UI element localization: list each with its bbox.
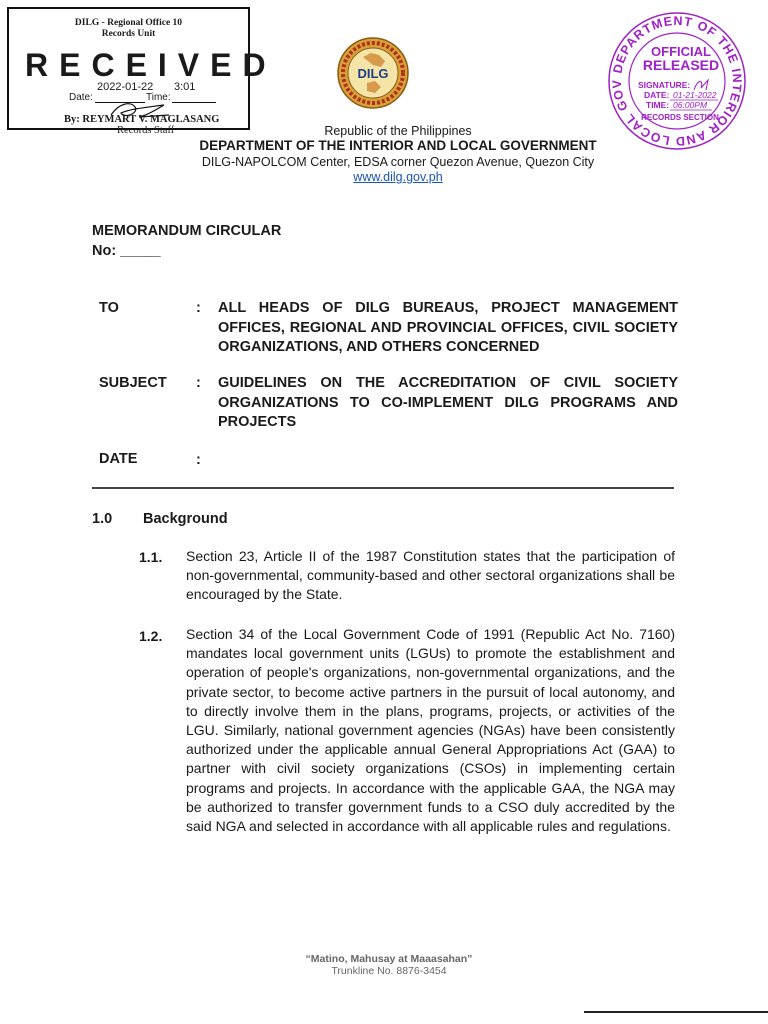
released-official: OFFICIAL [651,44,711,59]
subject-colon: : [196,375,201,391]
date-colon: : [196,452,201,468]
to-label: TO [99,300,119,316]
header-republic: Republic of the Philippines [324,124,472,138]
to-colon: : [196,300,201,316]
footer-motto: “Matino, Mahusay at Maaasahan” [305,953,473,965]
subject-value: GUIDELINES ON THE ACCREDITATION OF CIVIL SOCIETY ORGANIZATIONS TO CO-IMPLEMENT DILG PROGRAMS AND PROJECTS [218,375,678,430]
released-title: RELEASED [642,57,720,73]
dilg-logo [337,37,409,109]
footer-trunkline: Trunkline No. 8876-3454 [331,965,447,977]
received-stamp-office [9,18,248,40]
memo-title: MEMORANDUM CIRCULAR [92,223,282,239]
received-by: By: REYMART V. MAGLASANG [64,114,220,125]
header-website-link[interactable]: www.dilg.gov.ph [353,170,443,184]
to-value: ALL HEADS OF DILG BUREAUS, PROJECT MANAGEMENT OFFICES, REGIONAL AND PROVINCIAL OFFICES, CIVIL SOCIETY ORGANIZATIONS, AND OTHERS CONCERNED [218,300,678,355]
memo-number: No: _____ [92,243,161,259]
received-date-label: Date: [69,92,93,103]
section-title: Background [143,511,228,527]
received-office-name: DILG - Regional Office 10 [74,18,183,28]
received-date-value: 2022-01-22 [97,81,154,93]
received-title: RECEIVED [25,47,277,83]
paragraph-number: 1.1. [139,549,163,565]
header-divider [92,487,674,489]
received-time-value: 3:01 [174,81,196,93]
date-label: DATE [99,451,138,467]
received-role: Records Staff [117,125,175,136]
paragraph-text: Section 34 of the Local Government Code of 1991 (Republic Act No. 7160) mandates local government units (LGUs) to promote the establishment and operation of people's organizations, non-governmental organizations, and the private sector, to become active partners in the pursuit of local autonomy, and to directly involve them in the plans, programs, projects, or activities of the LGU. Similarly, national government agencies (NGAs) have been consistently authorized under the applicable annual General Appropriations Act (GAA) to partner with civil society organizations (CSOs) in implementing certain programs and projects. In accordance with the applicable GAA, the NGA may be authorized to transfer government funds to a CSO duly accredited by the said NGA and selected in accordance with all applicable rules and regulations. [186,626,675,835]
paragraph-text: Section 23, Article II of the 1987 Constitution states that the participation of non-governmental, community-based and other sectoral organizations shall be encouraged by the State. [186,548,675,603]
released-time-label: TIME: [646,100,670,110]
released-date-value: 01-21-2022 [673,90,717,100]
released-signature [694,80,708,90]
released-signature-label: SIGNATURE: [638,80,691,90]
received-stamp [7,7,277,136]
logo-text: DILG [357,66,389,81]
released-date-label: DATE: [644,90,670,100]
footer-edge-line [584,1011,768,1013]
dilg-seal-icon [337,37,409,109]
released-time-value: 06:00PM [673,100,708,110]
header-department: DEPARTMENT OF THE INTERIOR AND LOCAL GOVERNMENT [199,138,597,153]
released-section: RECORDS SECTION [641,113,719,122]
header-address: DILG-NAPOLCOM Center, EDSA corner Quezon Avenue, Quezon City [201,155,595,169]
paragraph-number: 1.2. [139,628,163,644]
released-ring-text: DEPARTMENT OF THE INTERIOR AND LOCAL GOV [609,13,745,149]
received-time-label: Time: [146,92,171,103]
subject-label: SUBJECT [99,375,167,391]
section-number: 1.0 [92,511,113,527]
received-unit-name: Records Unit [101,29,156,39]
